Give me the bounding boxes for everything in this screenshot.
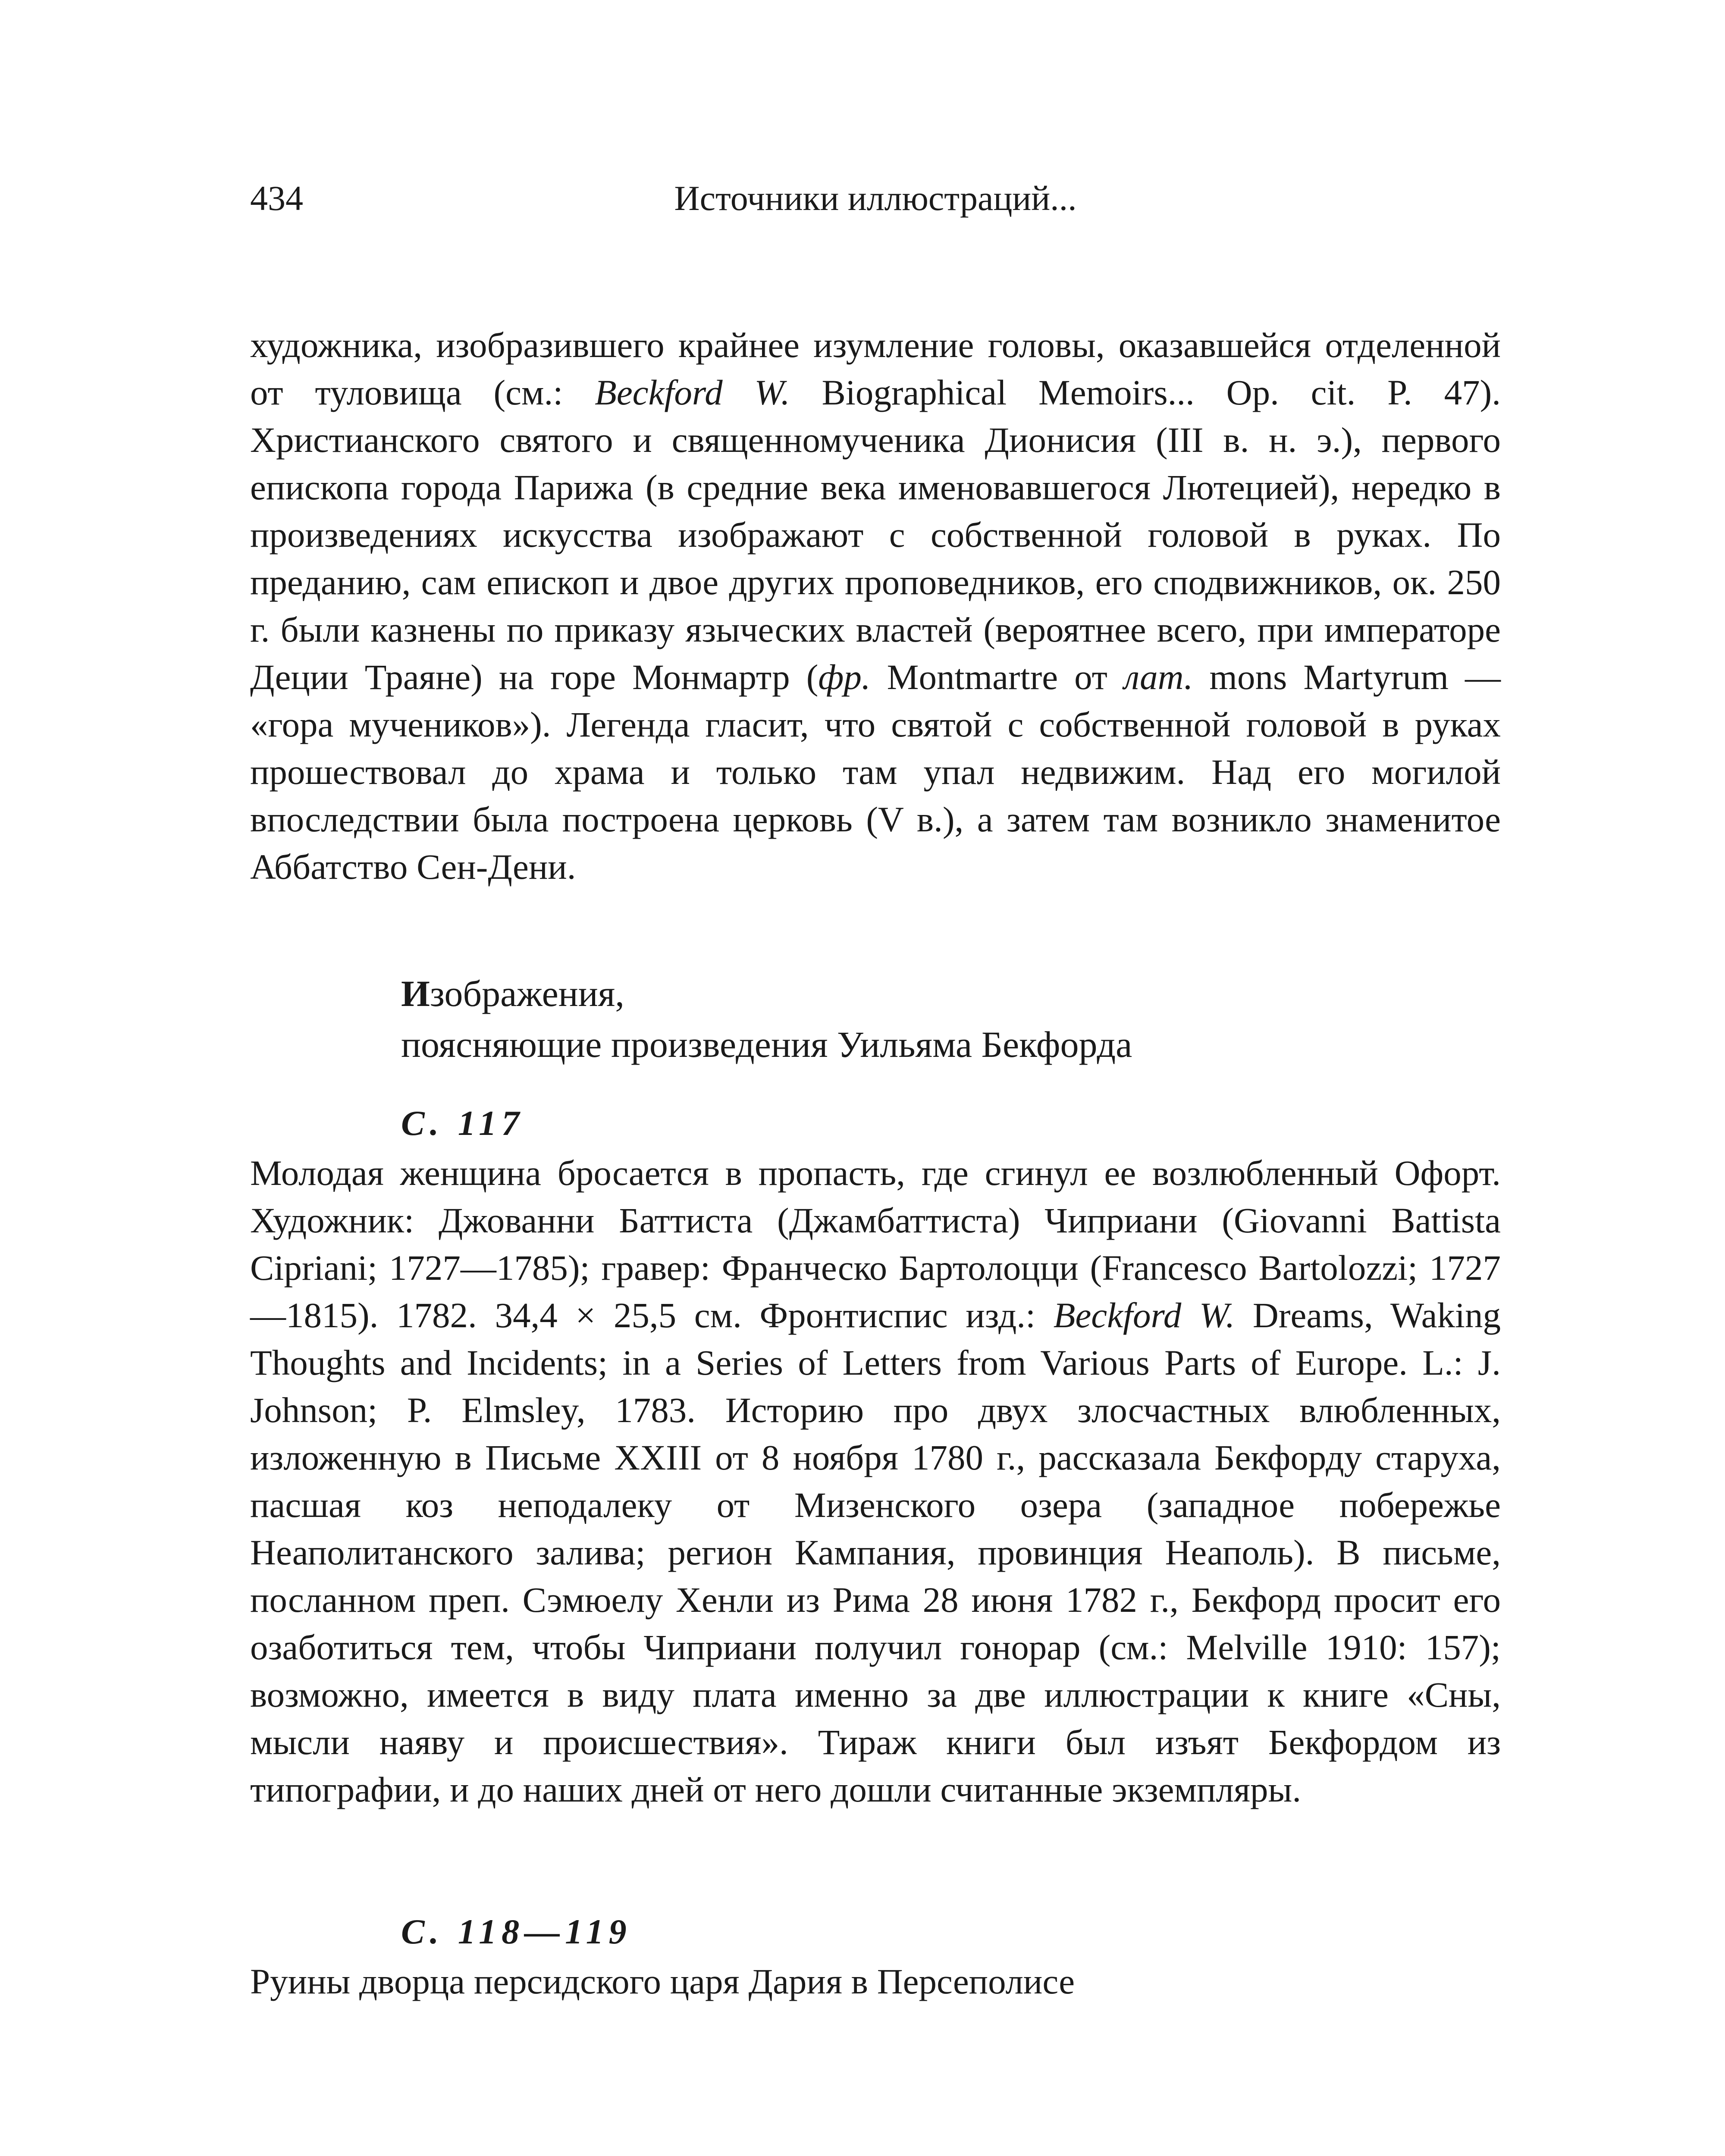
section-heading <box>401 968 1132 1070</box>
paragraph-text-middle: Montmartre от <box>870 657 1124 697</box>
entry-text-tail: Dreams, Waking Thoughts and Incidents; in a Series of Letters from Various Parts of Europe. L.: J. Johnson; P. Elmsley, 1783. Историю про двух злосчастных влюбленных, изложенную в Письме XXIII от 8 ноября 1780 г., рассказала Бекфорду старуха, пасшая коз неподалеку от Мизенского озера (западное побережье Неаполитанского залива; регион Кампания, провинция Неаполь). В письме, посланном преп. Сэмюелу Хенли из Рима 28 июня 1782 г., Бекфорд просит его озаботиться тем, чтобы Чиприани получил гонорар (см.: Melville 1910: 157); возможно, имеется в виду плата именно за две иллюстрации к книге «Сны, мысли наяву и происшествия». Тираж книги был изъят Бекфордом из типографии, и до наших дней от него дошли считанные экземпляры. <box>250 1295 1501 1809</box>
entry-paragraph <box>250 1149 1501 1813</box>
entry-description-p118-119 <box>250 1958 1501 2005</box>
continued-paragraph <box>250 321 1501 890</box>
heading-line-1: зображения, <box>430 973 624 1014</box>
heading-line-2: поясняющие произведения Уильяма Бекфорда <box>401 1024 1132 1065</box>
continued-paragraph-block <box>250 321 1501 890</box>
heading-initial-letter: И <box>401 973 430 1014</box>
abbreviation-latin: лат. <box>1123 657 1193 697</box>
page-number: 434 <box>250 179 303 218</box>
abbreviation-french: фр. <box>818 657 871 697</box>
running-head <box>250 170 1501 226</box>
reference-author: Beckford W. <box>1053 1295 1235 1335</box>
running-title: Источники иллюстраций... <box>674 179 1077 218</box>
entry-description-p117 <box>250 1149 1501 1813</box>
reference-author: Beckford W. <box>595 373 790 412</box>
paragraph-text-lead: художника, изобразившего крайнее изумление головы, оказавшейся отделенной от туловища (см.: <box>250 325 1501 412</box>
entry-label-p118-119: С. 118—119 <box>401 1912 632 1951</box>
paragraph-text-tail: mons Martyrum — «гора мучеников»). Легенда гласит, что святой с собственной головой в руках прошествовал до храма и только там упал недвижим. Над его могилой впоследствии была построена церковь (V в.), а затем там возникло знаменитое Аббатство Сен-Дени. <box>250 657 1501 887</box>
entry-paragraph: Руины дворца персидского царя Дария в Персеполисе <box>250 1962 1075 2001</box>
entry-text-lead: Молодая женщина бросается в пропасть, где сгинул ее возлюбленный Офорт. Художник: Джованни Баттиста (Джамбаттиста) Чиприани (Giovanni Battista Cipriani; 1727—1785); гравер: Франческо Бартолоцци (Francesco Bartolozzi; 1727—1815). 1782. 34,4 × 25,5 см. Фронтиспис изд.: <box>250 1153 1501 1335</box>
entry-label-p117: С. 117 <box>401 1103 525 1143</box>
paragraph-text-reference: Biographical Memoirs... Op. cit. P. 47). Христианского святого и священномученика Дионисия (III в. н. э.), первого епископа города Парижа (в средние века именовавшегося Лютецией), нередко в произведениях искусства изображают с собственной головой в руках. По преданию, сам епископ и двое других проповедников, его сподвижников, ок. 250 г. были казнены по приказу языческих властей (вероятнее всего, при императоре Деции Траяне) на горе Монмартр ( <box>250 373 1501 697</box>
